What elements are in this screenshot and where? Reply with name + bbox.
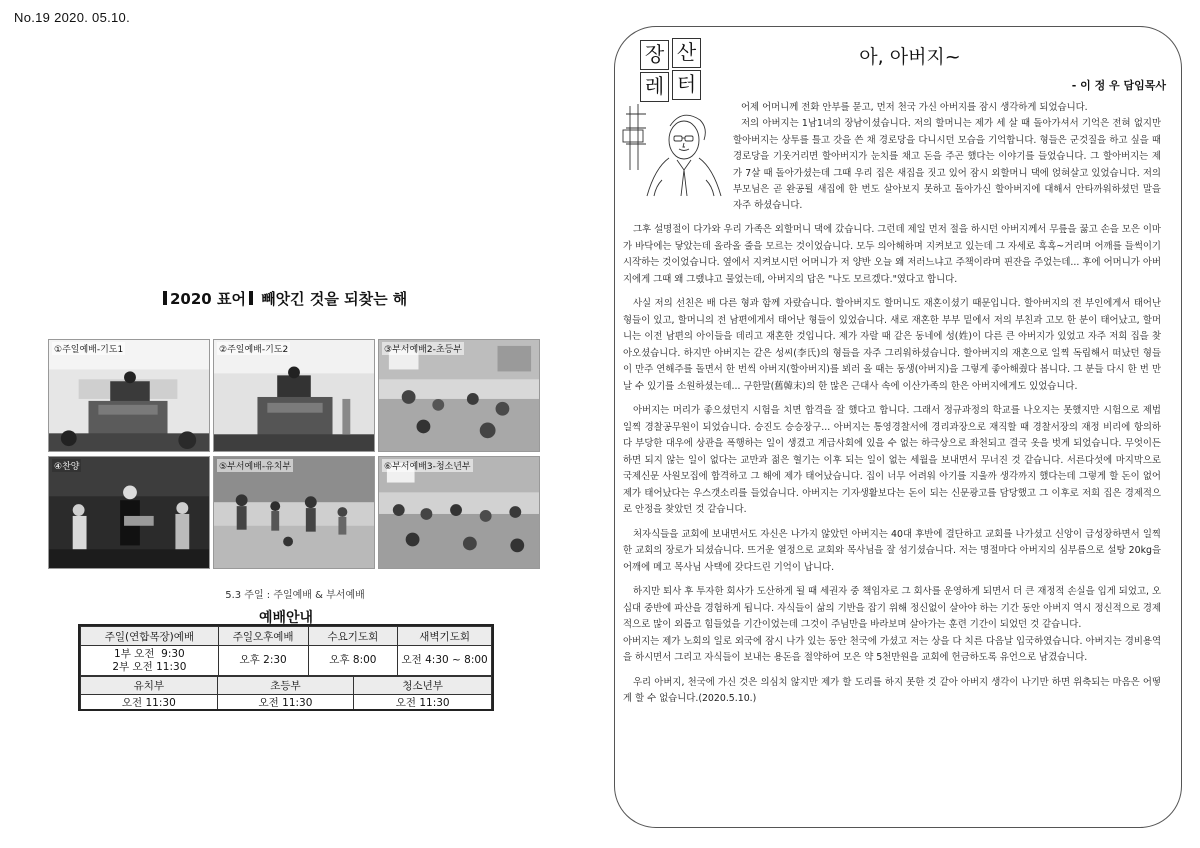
motto-text: 빼앗긴 것을 되찾는 해	[261, 290, 408, 308]
department-header: 초등부	[217, 677, 354, 695]
photo-image	[214, 457, 374, 568]
article-paragraph: 우리 아버지, 천국에 가신 것은 의심치 않지만 제가 할 도리를 하지 못한 것 같아 아버지 생각이 나기만 하면 위축되는 마음은 어떻게 할 수 없습니다.(2020.5.10.)	[623, 676, 1161, 704]
article-intro	[733, 100, 1161, 215]
service-header: 새벽기도회	[398, 627, 492, 646]
service-header: 주일오후예배	[218, 627, 308, 646]
service-time-row	[81, 646, 492, 676]
photo-sunday-prayer-2	[213, 339, 375, 452]
photo-sunday-prayer-1	[48, 339, 210, 452]
service-time	[81, 646, 219, 676]
article-paragraph: 아버지는 머리가 좋으셨던지 시험을 치면 합격을 잘 했다고 합니다. 그래서 정규과정의 학교를 나오지는 못했지만 시험으로 제법 일찍 경찰공무원이 되었습니다. 승진도 승승장구... 아버지는 통영경찰서에 경리과장으로 재직할 때 경찰서장의 재정 비리에 항의하다 부당한 대우에 상관을 폭행하는 일이 생겼고 계급사회에 있을 수 없는 하극상으로 좌천되고 결국 옷을 벗게 되었습니다. 무엇이든 하면 되지 않는 일이 없다는 교만과 젊은 혈기는 이후 되는 일이 없는 세월을 보내면서 무너진 것 같습니다. 서른다섯에 마지막으로 국제신문 사원모집에 합격하고 그 해에 제가 태어났습니다. 집이 너무 어려워 아기를 지울까 생각까지 했다는데 그렇게 할 돈이 없어 제가 태어났다는 우스갯소리를 들었습니다. 아버지는 기자생활보다는 돈이 되는 신문광고를 담당했고 그 이후로 저희 집은 경제적으로 안정을 찾았던 것 같습니다.	[623, 405, 1161, 515]
service-header: 주일(연합목장)예배	[81, 627, 219, 646]
worship-photo-grid	[48, 339, 540, 569]
issue-number: No.19 2020. 05.10.	[14, 10, 130, 25]
article-body	[623, 222, 1161, 716]
photo-praise	[48, 456, 210, 569]
department-schedule-table	[80, 676, 492, 711]
department-header: 유치부	[81, 677, 218, 695]
column-name-char: 레	[640, 72, 669, 102]
photos-caption: 5.3 주일 : 주일예배 & 부서예배	[225, 590, 365, 601]
photo-caption-1: ①주일예배-기도1	[52, 342, 125, 355]
service-time: 오후 8:00	[308, 646, 398, 676]
article-author: - 이 정 우 담임목사	[1071, 79, 1166, 92]
department-time-row	[81, 695, 492, 711]
photo-caption-5: ⑤부서예배-유치부	[217, 459, 293, 472]
motto-bar-left	[163, 291, 167, 305]
department-time: 오전 11:30	[217, 695, 354, 711]
service-time: 오전 4:30 ~ 8:00	[398, 646, 492, 676]
service-schedule-table	[80, 626, 492, 676]
article-intro-paragraph: 어제 어머니께 전화 안부를 묻고, 먼저 천국 가신 아버지를 잠시 생각하게 되었습니다.	[741, 102, 1088, 113]
motto-bar-right	[249, 291, 253, 305]
photo-dept-kindergarten	[213, 456, 375, 569]
article-title: 아, 아버지~	[859, 46, 961, 68]
article-paragraph: 처자식들을 교회에 보내면서도 자신은 나가지 않았던 아버지는 40대 후반에 결단하고 교회를 나가셨고 신앙이 급성장하면서 일찍 한 교회의 장로가 되셨습니다. 뜨거운 열정으로 교회와 목사님을 잘 섬기셨습니다. 저는 명절마다 아버지의 심부름으로 설탕 20kg을 어깨에 메고 목사님 사택에 갖다드린 기억이 납니다.	[623, 528, 1161, 573]
photo-image	[49, 457, 209, 568]
motto-label: 2020 표어	[170, 290, 246, 308]
photo-caption-4: ④찬양	[52, 459, 81, 472]
article-intro-paragraph: 저의 아버지는 1남1녀의 장남이셨습니다. 저의 할머니는 제가 세 살 때 돌아가셔서 기억은 전혀 없지만 할아버지는 상투를 틀고 갓을 쓴 채 경로당을 다니시던 모습을 기억합니다. 형들은 군것질을 하고 싶을 때 경로당을 기웃거리면 할아버지가 눈치를 채고 돈을 주곤 했다는 이야기를 들었습니다. 그 할아버지는 제가 7살 때 돌아가셨는데 그때 우리 집은 새집을 짓고 있어 잠시 외할머니 댁에 얹혀살고 있었습니다. 저의 부모님은 곧 완공될 새집에 한 번도 살아보지 못하고 돌아가신 할아버지에 대해서 안타까워하셨던 말을 자주 하셨습니다.	[733, 118, 1161, 212]
photo-dept-elementary	[378, 339, 540, 452]
photo-caption-3: ③부서예배2-초등부	[382, 342, 464, 355]
pastor-portrait-illustration	[622, 100, 732, 198]
article-paragraph: 사실 저의 선친은 배 다른 형과 함께 자랐습니다. 할아버지도 할머니도 재혼이셨기 때문입니다. 할아버지의 전 부인에게서 태어난 형들이 있고, 할머니의 전 남편에게서 태어난 형들이 있었습니다. 새로 재혼한 부부 밑에서 저의 부친과 고모 한 분이 태어났고, 할머니는 이전 남편의 아이들을 데리고 재혼한 것입니다. 제가 자랄 때 같은 동네에 성(姓)이 다른 큰 아버지가 있었고 자주 저희 집을 찾아오셨습니다. 하지만 아버지는 같은 성씨(李氏)의 형들을 자주 그리워하셨습니다. 할아버지의 재혼으로 일찍 독립해서 떠났던 형들이 만주 연해주를 돌면서 한 번씩 아버지(할아버지)를 뵈러 올 때는 동생(아버지)을 그렇게 좋아해줬다 봅니다. 그 분들 다시 한 번 만날 수 있기를 소원하셨는데... 구한말(舊韓末)의 한 많은 근대사 속에 이산가족의 한은 아버지에게도 있었습니다.	[623, 298, 1161, 392]
photo-caption-2: ②주일예배-기도2	[217, 342, 290, 355]
column-name-char: 터	[672, 70, 701, 100]
photo-image	[214, 340, 374, 451]
department-header: 청소년부	[354, 677, 492, 695]
article-paragraph: 하지만 퇴사 후 투자한 회사가 도산하게 될 때 세권자 중 책임자로 그 회사를 운영하게 되면서 더 큰 재정적 손실을 입게 되었고, 오십대 중반에 파산을 경험하게 됩니다. 자식들이 삶의 기반을 잡기 위해 정신없이 살아야 하는 기간 동안 아버지 역시 정신적으로 경제적으로 많이 외롭고 힘들었을 기간이었는데 그것이 주님만을 바라보며 살아가는 훈련 기간이 되었던 것 같습니다. 아버지는 제가 노회의 일로 외국에 잠시 나가 있는 동안 천국에 가셨고 저는 상을 다 치른 다음날 입국하였습니다. 아버지는 경비용역을 하시면서 그리고 자식들이 보내는 용돈을 절약하여 모은 약 5천만원을 교회에 헌금하도록 유언으로 남겼습니다.	[623, 586, 1161, 663]
column-name-char: 산	[672, 38, 701, 68]
department-time: 오전 11:30	[354, 695, 492, 711]
service-schedule-title: 예배안내	[258, 610, 314, 626]
department-time: 오전 11:30	[81, 695, 218, 711]
service-header: 수요기도회	[308, 627, 398, 646]
department-header-row	[81, 677, 492, 695]
service-header-row	[81, 627, 492, 646]
photo-dept-youth	[378, 456, 540, 569]
photo-image	[379, 340, 539, 451]
service-time-line: 1부 오전 9:30	[114, 647, 185, 660]
column-name-char: 장	[640, 40, 669, 70]
photo-image	[49, 340, 209, 451]
article-paragraph: 그후 설명절이 다가와 우리 가족은 외할머니 댁에 갔습니다. 그런데 제일 먼저 절을 하시던 아버지께서 무릎을 꿇고 손을 모은 이마가 바닥에는 닿았는데 올라올 줄을 모르는 것이었습니다. 모두 의아해하며 지켜보고 있는데 그 자세로 흑흑~거리며 어깨를 들썩이기 시작하는 것이었습니다. 옆에서 지켜보시던 어머니가 저 양반 오늘 왜 저러느냐고 주책이라며 핀잔을 주었는데... 후에 어머니가 아버지에게 그때 왜 그랬냐고 물었는데, 아버지의 답은 "나도 모르겠다."였다고 합니다.	[623, 224, 1161, 285]
service-time: 오후 2:30	[218, 646, 308, 676]
yearly-motto	[160, 288, 407, 309]
service-time-line: 2부 오전 11:30	[112, 660, 187, 673]
photo-caption-6: ⑥부서예배3-청소년부	[382, 459, 473, 472]
photo-image	[379, 457, 539, 568]
